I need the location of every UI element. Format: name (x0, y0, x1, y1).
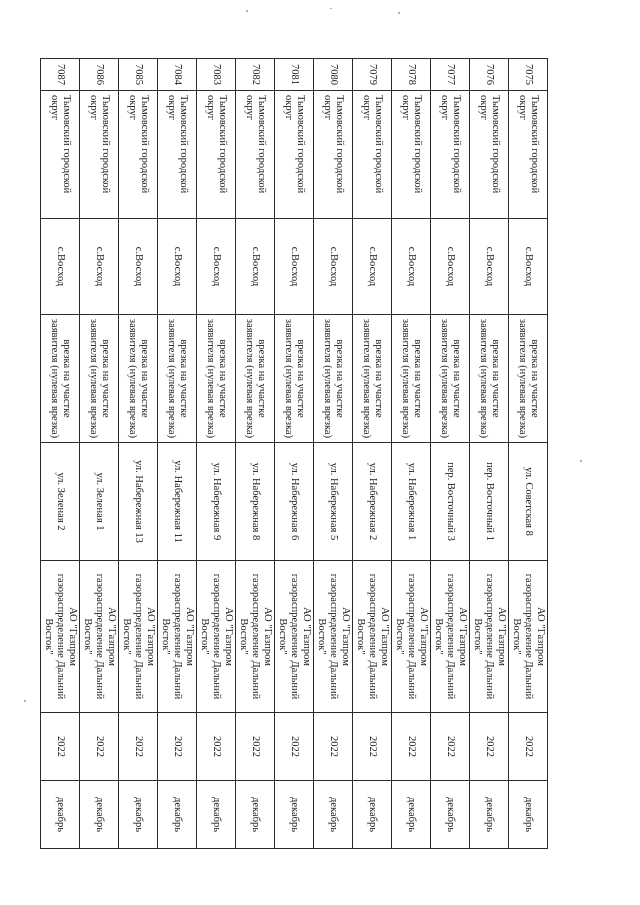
address-cell: ул. Набережная 13 (119, 443, 158, 561)
row-number: 7081 (275, 59, 314, 91)
district-cell: Тымовский городской округ (41, 91, 80, 219)
table-row (431, 59, 470, 849)
settlement-cell: с.Восход (392, 219, 431, 315)
table-row (275, 59, 314, 849)
settlement-cell: с.Восход (236, 219, 275, 315)
work-type-cell: врезка на участке заявителя (нулевая врезка) (119, 315, 158, 443)
row-number: 7079 (353, 59, 392, 91)
organization-cell: АО "Газпром газораспределение Дальний Восток" (275, 561, 314, 713)
month-cell: декабрь (197, 781, 236, 849)
address-cell: пер. Восточный 3 (431, 443, 470, 561)
scan-speck (398, 12, 400, 14)
work-type-cell: врезка на участке заявителя (нулевая врезка) (392, 315, 431, 443)
organization-cell: АО "Газпром газораспределение Дальний Восток" (314, 561, 353, 713)
work-type-cell: врезка на участке заявителя (нулевая врезка) (431, 315, 470, 443)
rotated-table-content (43, 58, 548, 848)
year-cell: 2022 (236, 713, 275, 781)
row-number: 7085 (119, 59, 158, 91)
year-cell: 2022 (197, 713, 236, 781)
organization-cell: АО "Газпром газораспределение Дальний Восток" (431, 561, 470, 713)
organization-cell: АО "Газпром газораспределение Дальний Восток" (80, 561, 119, 713)
address-cell: ул. Набережная 9 (197, 443, 236, 561)
settlement-cell: с.Восход (41, 219, 80, 315)
organization-cell: АО "Газпром газораспределение Дальний Восток" (509, 561, 548, 713)
scan-speck (330, 8, 332, 9)
organization-cell: АО "Газпром газораспределение Дальний Восток" (353, 561, 392, 713)
year-cell: 2022 (41, 713, 80, 781)
row-number: 7075 (509, 59, 548, 91)
month-cell: декабрь (158, 781, 197, 849)
scan-speck (580, 460, 582, 462)
district-cell: Тымовский городской округ (392, 91, 431, 219)
row-number: 7077 (431, 59, 470, 91)
month-cell: декабрь (236, 781, 275, 849)
settlement-cell: с.Восход (197, 219, 236, 315)
year-cell: 2022 (119, 713, 158, 781)
organization-cell: АО "Газпром газораспределение Дальний Восток" (197, 561, 236, 713)
settlement-cell: с.Восход (158, 219, 197, 315)
work-type-cell: врезка на участке заявителя (нулевая врезка) (509, 315, 548, 443)
work-type-cell: врезка на участке заявителя (нулевая врезка) (314, 315, 353, 443)
row-number: 7083 (197, 59, 236, 91)
table-row (41, 59, 80, 849)
month-cell: декабрь (41, 781, 80, 849)
table-row (197, 59, 236, 849)
work-type-cell: врезка на участке заявителя (нулевая врезка) (470, 315, 509, 443)
month-cell: декабрь (392, 781, 431, 849)
district-cell: Тымовский городской округ (509, 91, 548, 219)
district-cell: Тымовский городской округ (158, 91, 197, 219)
organization-cell: АО "Газпром газораспределение Дальний Восток" (119, 561, 158, 713)
month-cell: декабрь (431, 781, 470, 849)
work-type-cell: врезка на участке заявителя (нулевая врезка) (197, 315, 236, 443)
address-cell: ул. Набережная 5 (314, 443, 353, 561)
month-cell: декабрь (119, 781, 158, 849)
address-cell: ул. Набережная 11 (158, 443, 197, 561)
row-number: 7082 (236, 59, 275, 91)
settlement-cell: с.Восход (431, 219, 470, 315)
scan-speck (24, 700, 26, 702)
table-row (509, 59, 548, 849)
work-type-cell: врезка на участке заявителя (нулевая врезка) (41, 315, 80, 443)
address-cell: ул. Набережная 2 (353, 443, 392, 561)
row-number: 7086 (80, 59, 119, 91)
work-type-cell: врезка на участке заявителя (нулевая врезка) (353, 315, 392, 443)
organization-cell: АО "Газпром газораспределение Дальний Восток" (236, 561, 275, 713)
address-cell: ул. Набережная 1 (392, 443, 431, 561)
work-type-cell: врезка на участке заявителя (нулевая врезка) (236, 315, 275, 443)
month-cell: декабрь (470, 781, 509, 849)
organization-cell: АО "Газпром газораспределение Дальний Восток" (392, 561, 431, 713)
month-cell: декабрь (509, 781, 548, 849)
gasification-schedule-table (40, 58, 548, 849)
table-row (119, 59, 158, 849)
address-cell: пер. Восточный 1 (470, 443, 509, 561)
year-cell: 2022 (158, 713, 197, 781)
address-cell: ул. Советская 8 (509, 443, 548, 561)
organization-cell: АО "Газпром газораспределение Дальний Восток" (470, 561, 509, 713)
work-type-cell: врезка на участке заявителя (нулевая врезка) (80, 315, 119, 443)
settlement-cell: с.Восход (119, 219, 158, 315)
month-cell: декабрь (314, 781, 353, 849)
district-cell: Тымовский городской округ (275, 91, 314, 219)
table-body (41, 59, 548, 849)
settlement-cell: с.Восход (509, 219, 548, 315)
settlement-cell: с.Восход (275, 219, 314, 315)
address-cell: ул. Набережная 6 (275, 443, 314, 561)
settlement-cell: с.Восход (80, 219, 119, 315)
year-cell: 2022 (353, 713, 392, 781)
month-cell: декабрь (80, 781, 119, 849)
table-row (470, 59, 509, 849)
district-cell: Тымовский городской округ (431, 91, 470, 219)
year-cell: 2022 (314, 713, 353, 781)
district-cell: Тымовский городской округ (236, 91, 275, 219)
settlement-cell: с.Восход (353, 219, 392, 315)
year-cell: 2022 (80, 713, 119, 781)
row-number: 7076 (470, 59, 509, 91)
year-cell: 2022 (431, 713, 470, 781)
row-number: 7078 (392, 59, 431, 91)
year-cell: 2022 (275, 713, 314, 781)
row-number: 7084 (158, 59, 197, 91)
district-cell: Тымовский городской округ (119, 91, 158, 219)
district-cell: Тымовский городской округ (197, 91, 236, 219)
address-cell: ул. Набережная 8 (236, 443, 275, 561)
organization-cell: АО "Газпром газораспределение Дальний Восток" (41, 561, 80, 713)
district-cell: Тымовский городской округ (314, 91, 353, 219)
work-type-cell: врезка на участке заявителя (нулевая врезка) (275, 315, 314, 443)
table-row (80, 59, 119, 849)
table-row (353, 59, 392, 849)
table-row (236, 59, 275, 849)
scan-speck (246, 10, 248, 12)
address-cell: ул. Зеленая 2 (41, 443, 80, 561)
table-row (158, 59, 197, 849)
settlement-cell: с.Восход (314, 219, 353, 315)
district-cell: Тымовский городской округ (80, 91, 119, 219)
table-row (314, 59, 353, 849)
month-cell: декабрь (275, 781, 314, 849)
row-number: 7087 (41, 59, 80, 91)
address-cell: ул. Зеленая 1 (80, 443, 119, 561)
year-cell: 2022 (509, 713, 548, 781)
table-row (392, 59, 431, 849)
settlement-cell: с.Восход (470, 219, 509, 315)
year-cell: 2022 (392, 713, 431, 781)
district-cell: Тымовский городской округ (470, 91, 509, 219)
year-cell: 2022 (470, 713, 509, 781)
work-type-cell: врезка на участке заявителя (нулевая врезка) (158, 315, 197, 443)
row-number: 7080 (314, 59, 353, 91)
month-cell: декабрь (353, 781, 392, 849)
organization-cell: АО "Газпром газораспределение Дальний Восток" (158, 561, 197, 713)
district-cell: Тымовский городской округ (353, 91, 392, 219)
rotated-table-frame (43, 58, 548, 848)
